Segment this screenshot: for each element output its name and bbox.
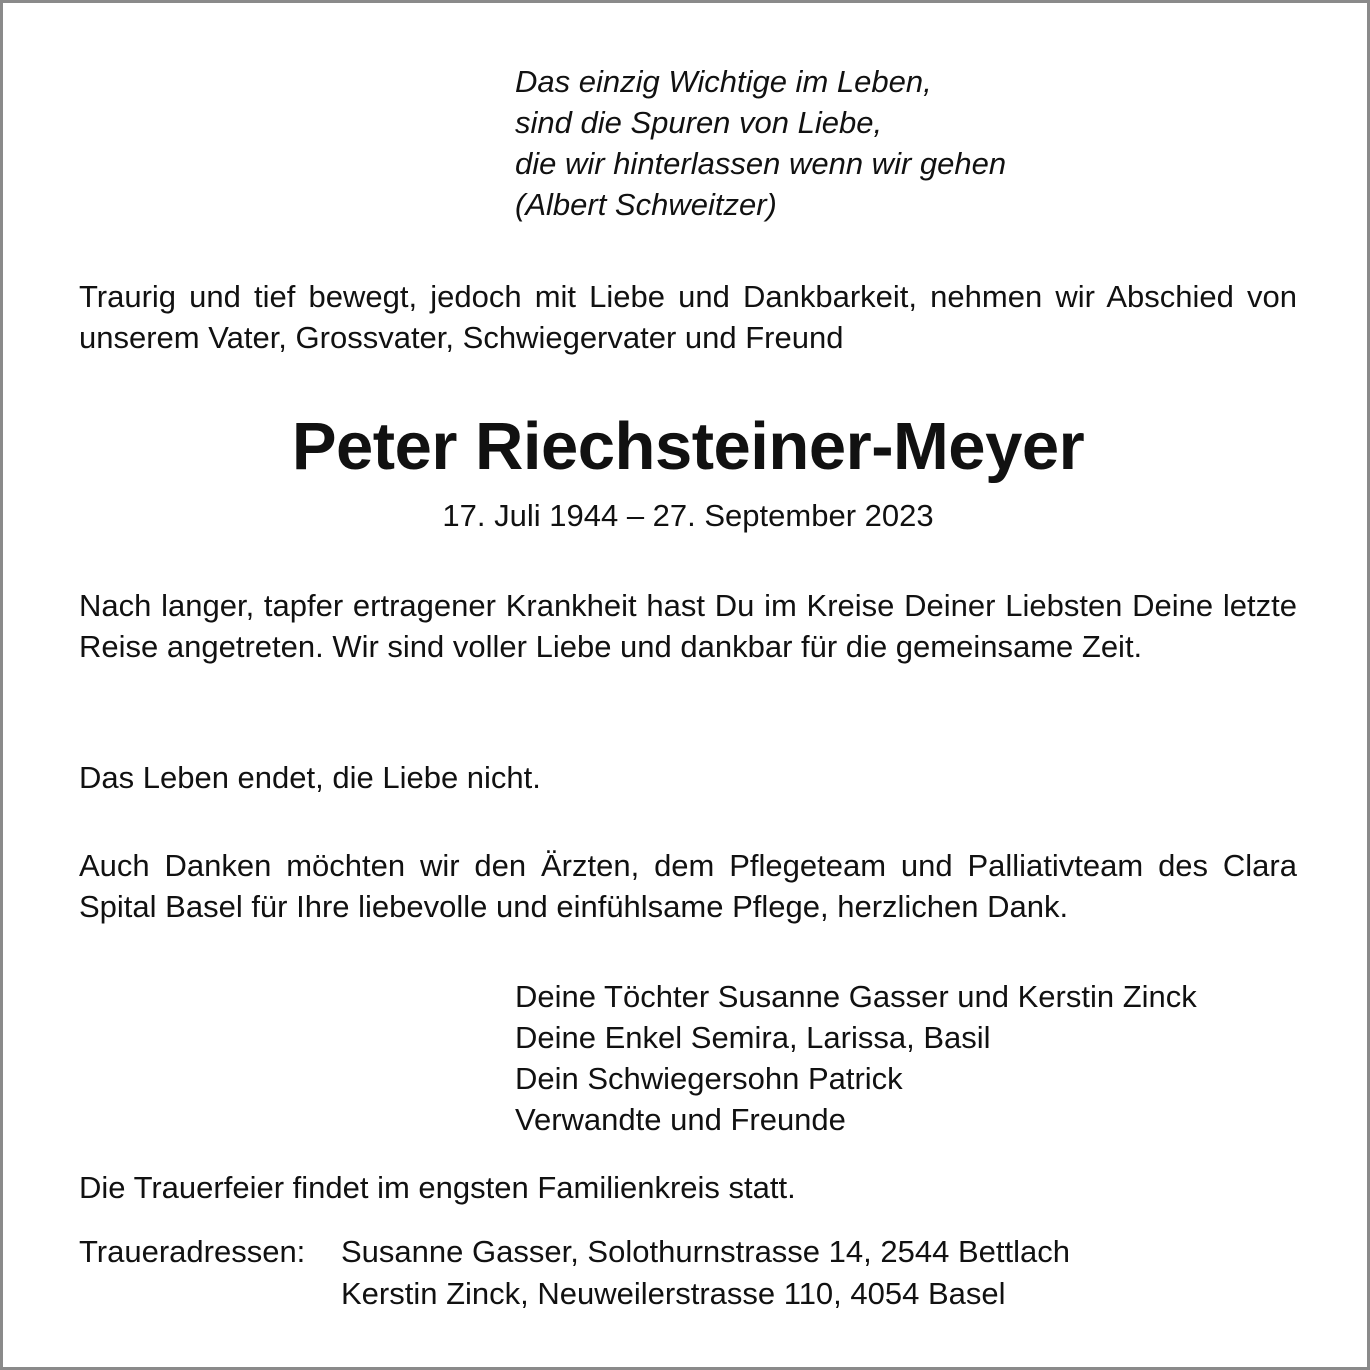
deceased-name: Peter Riechsteiner-Meyer <box>291 409 1085 484</box>
address-line: Kerstin Zinck, Neuweilerstrasse 110, 4054 Basel <box>341 1276 1006 1311</box>
mourner-line: Verwandte und Freunde <box>515 1102 846 1137</box>
address-line: Susanne Gasser, Solothurnstrasse 14, 2544 Bettlach <box>341 1234 1070 1269</box>
addresses-label: Traueradressen: <box>79 1234 306 1269</box>
quote-attribution: (Albert Schweitzer) <box>515 187 777 222</box>
intro-paragraph: Traurig und tief bewegt, jedoch mit Liebe und Dankbarkeit, nehmen wir Abschied von unserem Vater, Grossvater, Schwiegervater und Freund <box>79 279 1297 355</box>
quote-line: Das einzig Wichtige im Leben, <box>515 64 932 99</box>
mourner-line: Dein Schwiegersohn Patrick <box>515 1061 903 1096</box>
quote-line: sind die Spuren von Liebe, <box>515 105 883 140</box>
quote-line: die wir hinterlassen wenn wir gehen <box>515 146 1007 181</box>
thanks-paragraph: Auch Danken möchten wir den Ärzten, dem Pflegeteam und Palliativteam des Clara Spital Basel für Ihre liebevolle und einfühlsame Pflege, herzlichen Dank. <box>79 848 1297 924</box>
illness-paragraph: Nach langer, tapfer ertragener Krankheit hast Du im Kreise Deiner Liebsten Deine letzte Reise angetreten. Wir sind voller Liebe und dankbar für die gemeinsame Zeit. <box>79 588 1297 664</box>
mourner-line: Deine Töchter Susanne Gasser und Kerstin Zinck <box>515 979 1197 1014</box>
epigraph-quote <box>515 61 1006 225</box>
ceremony-note: Die Trauerfeier findet im engsten Familienkreis statt. <box>79 1170 796 1205</box>
mourner-line: Deine Enkel Semira, Larissa, Basil <box>515 1020 991 1055</box>
mourners-list <box>515 976 1197 1140</box>
life-dates: 17. Juli 1944 – 27. September 2023 <box>442 498 934 533</box>
motto-line: Das Leben endet, die Liebe nicht. <box>79 760 541 795</box>
